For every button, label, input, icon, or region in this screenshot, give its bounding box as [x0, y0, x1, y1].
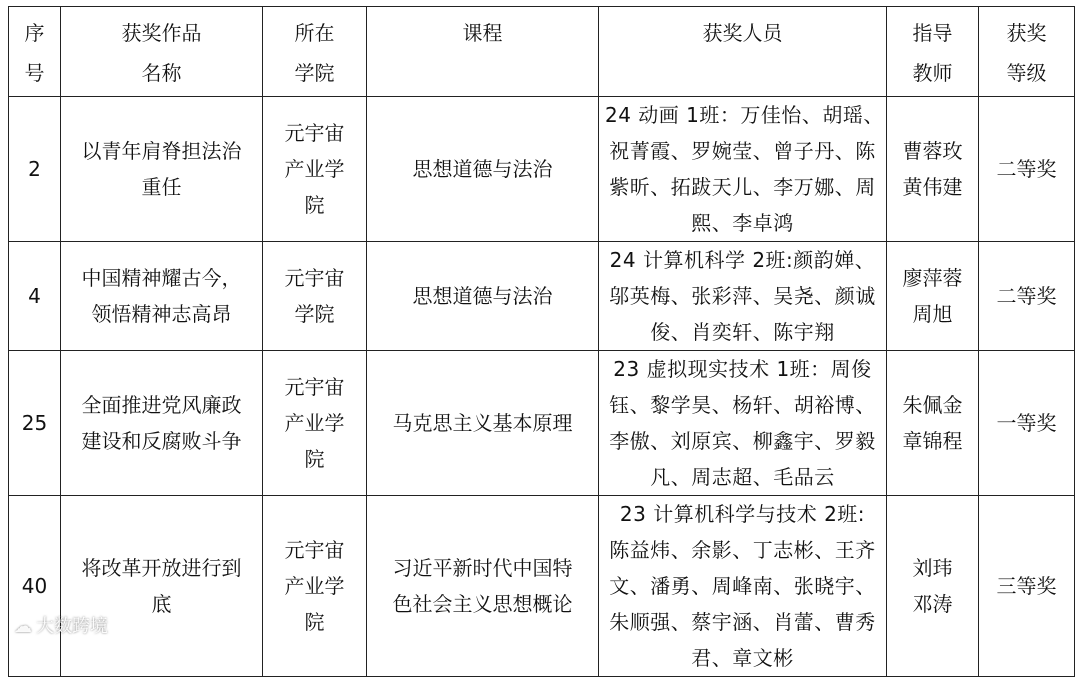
cell-title: 以青年肩脊担法治 重任	[61, 97, 263, 242]
header-college: 所在 学院	[263, 7, 367, 97]
cell-award: 一等奖	[979, 351, 1075, 496]
cell-members: 24 计算机科学 2班:颜韵婵、 邬英梅、张彩萍、吴尧、颜诚 俊、肖奕轩、陈宇翔	[599, 242, 887, 351]
table-row	[9, 97, 1075, 242]
cell-course: 思想道德与法治	[367, 242, 599, 351]
cell-title: 全面推进党风廉政 建设和反腐败斗争	[61, 351, 263, 496]
cell-course: 思想道德与法治	[367, 97, 599, 242]
cell-no: 2	[9, 97, 61, 242]
header-teachers: 指导 教师	[887, 7, 979, 97]
cell-members: 23 计算机科学与技术 2班: 陈益炜、余影、丁志彬、王齐 文、潘勇、周峰南、张晓宇、 朱顺强、蔡宇涵、肖蕾、曹秀 君、章文彬	[599, 496, 887, 677]
cell-no: 40	[9, 496, 61, 677]
table-row	[9, 351, 1075, 496]
cell-award: 二等奖	[979, 242, 1075, 351]
cell-college: 元宇宙 产业学 院	[263, 97, 367, 242]
cell-teachers: 朱佩金 章锦程	[887, 351, 979, 496]
cell-award: 三等奖	[979, 496, 1075, 677]
brand-logo-icon: ☁	[14, 616, 32, 637]
awards-table	[8, 6, 1075, 677]
cell-college: 元宇宙 学院	[263, 242, 367, 351]
cell-college: 元宇宙 产业学 院	[263, 496, 367, 677]
table-row	[9, 242, 1075, 351]
header-no: 序 号	[9, 7, 61, 97]
header-row	[9, 7, 1075, 97]
cell-members: 23 虚拟现实技术 1班：周俊 钰、黎学昊、杨轩、胡裕博、 李傲、刘原宾、柳鑫宇、罗毅 凡、周志超、毛品云	[599, 351, 887, 496]
cell-course: 习近平新时代中国特 色社会主义思想概论	[367, 496, 599, 677]
cell-members: 24 动画 1班：万佳怡、胡瑶、 祝菁霞、罗婉莹、曾子丹、陈 紫昕、拓跋天儿、李万娜、周 熙、李卓鸿	[599, 97, 887, 242]
cell-award: 二等奖	[979, 97, 1075, 242]
header-title: 获奖作品 名称	[61, 7, 263, 97]
table-row	[9, 496, 1075, 677]
cell-teachers: 廖萍蓉 周旭	[887, 242, 979, 351]
cell-title: 中国精神耀古今， 领悟精神志高昂	[61, 242, 263, 351]
cell-teachers: 刘玮 邓涛	[887, 496, 979, 677]
cell-course: 马克思主义基本原理	[367, 351, 599, 496]
cell-no: 4	[9, 242, 61, 351]
header-award: 获奖 等级	[979, 7, 1075, 97]
header-members: 获奖人员	[599, 7, 887, 97]
watermark	[14, 612, 108, 638]
watermark-text: 大数跨境	[36, 616, 108, 637]
cell-college: 元宇宙 产业学 院	[263, 351, 367, 496]
cell-teachers: 曹蓉玫 黄伟建	[887, 97, 979, 242]
cell-title: 将改革开放进行到 底	[61, 496, 263, 677]
header-course: 课程	[367, 7, 599, 97]
cell-no: 25	[9, 351, 61, 496]
